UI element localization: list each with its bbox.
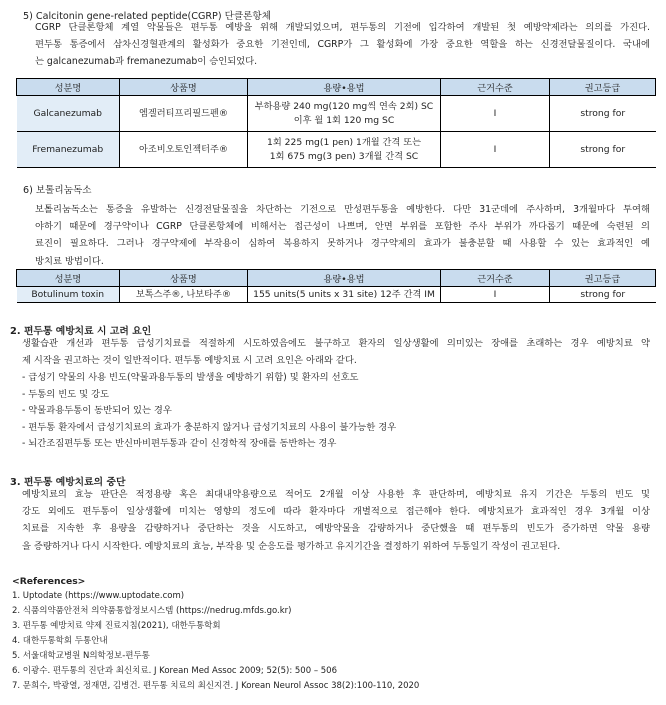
- cell-ingredient: Botulinum toxin: [17, 287, 120, 303]
- table-row: [17, 287, 656, 303]
- table-header-row: [17, 79, 656, 96]
- reference-item: 6. 이광수. 편두통의 진단과 최신치료. J Korean Med Assoc 2009; 52(5): 500 – 506: [12, 666, 338, 676]
- dose-line: 이후 월 1회 120 mg SC: [293, 114, 395, 126]
- cgrp-line: CGRP 단클론항체 계열 약물들은 편두통 예방을 위해 개발되었으며, 편두통의 기전에 입각하여 개발된 첫 예방약제라는 의의를 가진다.: [35, 22, 650, 33]
- list-item: - 약물과용두통이 동반되어 있는 경우: [22, 405, 172, 417]
- cell-product: 엠겔러티프리필드펜®: [120, 96, 248, 132]
- table-header-row: [17, 270, 656, 287]
- header-dose: 용량•용법: [248, 79, 441, 96]
- header-ingredient: 성분명: [17, 270, 120, 287]
- cell-product: 보톡스주®, 나보타주®: [120, 287, 248, 303]
- cell-grade: strong for: [550, 132, 656, 168]
- section2-line: 생활습관 개선과 편두통 급성기치료를 적절하게 시도하였음에도 불구하고 환자의 일상생활에 의미있는 장애를 초래하는 경우 예방치료 약: [22, 338, 650, 349]
- header-evidence: 근거수준: [441, 79, 550, 96]
- cell-grade: strong for: [550, 287, 656, 303]
- cgrp-paragraph: [35, 19, 650, 71]
- dose-line: 1회 225 mg(1 pen) 1개월 간격 또는: [267, 136, 421, 148]
- references-title: <References>: [12, 576, 86, 587]
- cell-product: 아조비오토인젝터주®: [120, 132, 248, 168]
- references-list: [12, 589, 652, 694]
- header-evidence: 근거수준: [441, 270, 550, 287]
- reference-item: 2. 식품의약품안전처 의약품통합정보시스템 (https://nedrug.mfds.go.kr): [12, 606, 292, 616]
- header-product: 상품명: [120, 270, 248, 287]
- reference-item: 1. Uptodate (https://www.uptodate.com): [12, 591, 185, 601]
- section3-line: 을 증량하거나 다시 시작한다. 예방치료의 효능, 부작용 및 순응도를 평가하고 유지기간을 결정하기 위하여 두통일기 작성이 권고된다.: [22, 540, 561, 552]
- cgrp-heading: 5) Calcitonin gene-related peptide(CGRP) 단클론항체: [23, 11, 271, 22]
- section2-paragraph: [22, 335, 650, 369]
- header-grade: 권고등급: [550, 79, 656, 96]
- section3-line: 강도 외에도 편두통이 일상생활에 미치는 영향의 정도에 따라 환자마다 개별적으로 접근해야 한다. 예방치료가 효과적인 경우 3개월 이상: [22, 506, 650, 518]
- reference-item: 3. 편두통 예방치료 약제 진료지침(2021), 대한두통학회: [12, 621, 221, 631]
- botox-line: 방치료 방법이다.: [35, 255, 104, 267]
- table-row: [17, 132, 656, 168]
- cell-dose: 155 units(5 units x 31 site) 12주 간격 IM: [248, 287, 441, 303]
- section2-line: 제 시작을 권고하는 것이 일반적이다. 편두통 예방치료 시 고려 요인은 아래와 같다.: [22, 355, 357, 367]
- list-item: - 뇌간조짐편두통 또는 반신마비편두통과 같이 신경학적 장애를 동반하는 경우: [22, 438, 337, 450]
- section3-line: 예방치료의 효능 판단은 적정용량 혹은 최대내약용량으로 적어도 2개월 이상 사용한 후 판단하며, 예방치료 유지 기간은 두통의 빈도 및: [22, 489, 650, 500]
- list-item: - 편두통 환자에서 급성기치료의 효과가 충분하지 않거나 급성기치료의 사용이 불가능한 경우: [22, 421, 397, 433]
- cgrp-line: 는 galcanezumab과 fremanezumab이 승인되었다.: [35, 56, 258, 68]
- reference-item: 7. 문희수, 박광열, 정재면, 김병건. 편두통 치료의 최신지견. J Korean Neurol Assoc 38(2):100-110, 2020: [12, 681, 420, 691]
- header-product: 상품명: [120, 79, 248, 96]
- cell-dose: [248, 132, 441, 168]
- table-row: [17, 96, 656, 132]
- list-item: - 두통의 빈도 및 강도: [22, 388, 110, 400]
- botox-table: [16, 269, 656, 303]
- cgrp-line: 편두통 통증에서 삼차신경혈관계의 활성화가 중요한 기전인데, CGRP가 그 활성화에 가장 중요한 역할을 하는 신경전달물질이다. 국내에: [35, 39, 650, 51]
- list-item: - 급성기 약물의 사용 빈도(약물과용두통의 발생을 예방하기 위함) 및 환자의 선호도: [22, 372, 359, 383]
- botox-line: 보톨리눔독소는 통증을 유발하는 신경전달물질을 차단하는 기전으로 만성편두통을 예방한다. 다만 31군데에 주사하며, 3개월마다 투여해: [35, 204, 650, 215]
- dose-line: 부하용량 240 mg(120 mg씩 연속 2회) SC: [254, 100, 434, 112]
- botox-heading: 6) 보톨리눔독소: [23, 185, 92, 196]
- botox-paragraph: [35, 201, 650, 270]
- botox-line: 야하기 때문에 경구약이나 CGRP 단클론항체에 비해서는 접근성이 나쁘며, 안면 부위를 포함한 주사 부위가 까다롭기 때문에 숙련된 의: [35, 221, 650, 233]
- cell-evidence: I: [441, 132, 550, 168]
- cell-grade: strong for: [550, 96, 656, 132]
- section3-title: 3. 편두통 예방치료의 중단: [10, 477, 126, 488]
- reference-item: 4. 대한두통학회 두통안내: [12, 636, 108, 646]
- section3-paragraph: [22, 486, 650, 555]
- cell-ingredient: Fremanezumab: [17, 132, 120, 168]
- section2-bullets: [22, 370, 650, 453]
- dose-line: 1회 675 mg(3 pen) 3개월 간격 SC: [269, 150, 419, 162]
- cell-evidence: I: [441, 96, 550, 132]
- cell-dose: [248, 96, 441, 132]
- section2-title: 2. 편두통 예방치료 시 고려 요인: [10, 326, 152, 337]
- reference-item: 5. 서울대학교병원 N의학정보-편두통: [12, 651, 150, 661]
- botox-line: 료진이 필요하다. 그러나 경구약제에 부작용이 심하여 복용하지 못하거나 경구약제의 효과가 불충분할 때 사용할 수 있는 효과적인 예: [35, 238, 650, 250]
- header-grade: 권고등급: [550, 270, 656, 287]
- cell-ingredient: Galcanezumab: [17, 96, 120, 132]
- header-ingredient: 성분명: [17, 79, 120, 96]
- cell-evidence: I: [441, 287, 550, 303]
- header-dose: 용량•용법: [248, 270, 441, 287]
- cgrp-table: [16, 78, 656, 168]
- section3-line: 치료를 지속한 후 용량을 감량하거나 중단하는 것을 시도하고, 예방약물을 감량하거나 중단했을 때 편두통의 빈도가 증가하면 약물 용량: [22, 523, 650, 535]
